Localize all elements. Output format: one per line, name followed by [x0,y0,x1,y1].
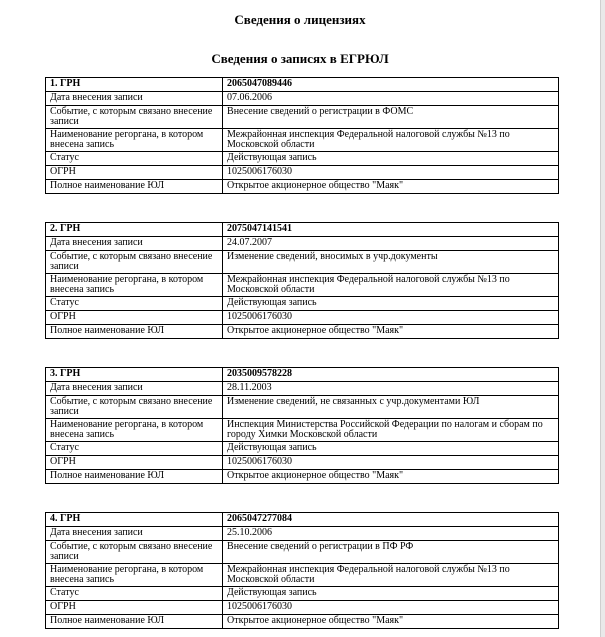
page-title: Сведения о лицензиях [234,12,366,27]
table-row [46,251,559,274]
date-label: Дата внесения записи [46,237,223,251]
table-row [46,442,559,456]
table-row [46,564,559,587]
date-label: Дата внесения записи [46,382,223,396]
table-row [46,297,559,311]
event-value: Изменение сведений, не связанных с учр.документами ЮЛ [223,396,559,419]
table-row [46,237,559,251]
event-value: Изменение сведений, вносимых в учр.документы [223,251,559,274]
registrar-value: Межрайонная инспекция Федеральной налоговой службы №13 по Московской области [223,274,559,297]
full-name-label: Полное наименование ЮЛ [46,325,223,339]
table-row [46,152,559,166]
registrar-value: Инспекция Министерства Российской Федерации по налогам и сборам по городу Химки Московской области [223,419,559,442]
table-row [46,78,559,92]
date-value: 25.10.2006 [223,527,559,541]
date-label: Дата внесения записи [46,92,223,106]
table-row [46,106,559,129]
table-row [46,368,559,382]
registrar-label: Наименование регоргана, в котором внесена запись [46,129,223,152]
full-name-label: Полное наименование ЮЛ [46,180,223,194]
table-row [46,419,559,442]
table-row [46,382,559,396]
record-table [45,77,559,194]
event-value: Внесение сведений о регистрации в ПФ РФ [223,541,559,564]
table-row [46,180,559,194]
registrar-value: Межрайонная инспекция Федеральной налоговой службы №13 по Московской области [223,564,559,587]
full-name-label: Полное наименование ЮЛ [46,470,223,484]
event-label: Событие, с которым связано внесение записи [46,251,223,274]
event-label: Событие, с которым связано внесение записи [46,106,223,129]
table-row [46,541,559,564]
record-number: 2. ГРН [46,223,223,237]
ogrn-label: ОГРН [46,166,223,180]
status-value: Действующая запись [223,297,559,311]
ogrn-label: ОГРН [46,311,223,325]
full-name-value: Открытое акционерное общество "Маяк" [223,325,559,339]
table-row [46,274,559,297]
event-label: Событие, с которым связано внесение записи [46,541,223,564]
status-value: Действующая запись [223,587,559,601]
table-row [46,527,559,541]
registrar-label: Наименование регоргана, в котором внесена запись [46,419,223,442]
ogrn-value: 1025006176030 [223,166,559,180]
window-edge [601,0,605,637]
date-label: Дата внесения записи [46,527,223,541]
table-row [46,223,559,237]
full-name-value: Открытое акционерное общество "Маяк" [223,470,559,484]
status-value: Действующая запись [223,442,559,456]
status-label: Статус [46,297,223,311]
status-label: Статус [46,442,223,456]
full-name-value: Открытое акционерное общество "Маяк" [223,615,559,629]
grn-value: 2035009578228 [223,368,559,382]
registrar-value: Межрайонная инспекция Федеральной налоговой службы №13 по Московской области [223,129,559,152]
date-value: 28.11.2003 [223,382,559,396]
registrar-label: Наименование регоргана, в котором внесена запись [46,274,223,297]
full-name-value: Открытое акционерное общество "Маяк" [223,180,559,194]
date-value: 07.06.2006 [223,92,559,106]
status-label: Статус [46,152,223,166]
table-row [46,129,559,152]
record-table [45,367,559,484]
registrar-label: Наименование регоргана, в котором внесена запись [46,564,223,587]
event-label: Событие, с которым связано внесение записи [46,396,223,419]
table-row [46,396,559,419]
date-value: 24.07.2007 [223,237,559,251]
table-row [46,587,559,601]
table-row [46,311,559,325]
table-row [46,166,559,180]
table-row [46,615,559,629]
ogrn-value: 1025006176030 [223,601,559,615]
record-table [45,512,559,629]
table-row [46,92,559,106]
record-table [45,222,559,339]
event-value: Внесение сведений о регистрации в ФОМС [223,106,559,129]
table-row [46,601,559,615]
ogrn-value: 1025006176030 [223,456,559,470]
table-row [46,470,559,484]
grn-value: 2075047141541 [223,223,559,237]
ogrn-value: 1025006176030 [223,311,559,325]
ogrn-label: ОГРН [46,601,223,615]
grn-value: 2065047277084 [223,513,559,527]
grn-value: 2065047089446 [223,78,559,92]
ogrn-label: ОГРН [46,456,223,470]
record-number: 1. ГРН [46,78,223,92]
section-title: Сведения о записях в ЕГРЮЛ [211,51,389,66]
record-number: 3. ГРН [46,368,223,382]
table-row [46,325,559,339]
status-label: Статус [46,587,223,601]
status-value: Действующая запись [223,152,559,166]
table-row [46,456,559,470]
record-number: 4. ГРН [46,513,223,527]
table-row [46,513,559,527]
full-name-label: Полное наименование ЮЛ [46,615,223,629]
